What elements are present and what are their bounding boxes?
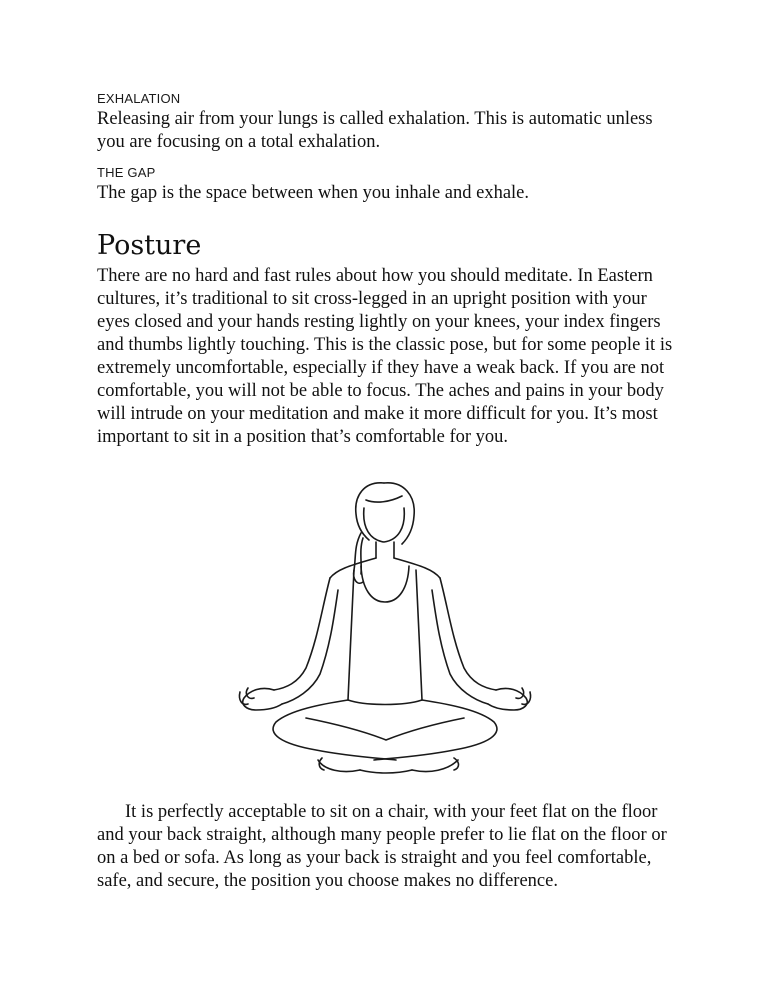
- gap-section: [97, 164, 677, 205]
- closing-paragraph: It is perfectly acceptable to sit on a chair, with your feet flat on the floor and your back straight, although many people prefer to lie flat on the floor or on a bed or sofa. As long as your back is straight and you feel comfortable, safe, and secure, the position you choose makes no difference.: [97, 802, 667, 891]
- exhalation-definition: Releasing air from your lungs is called exhalation. This is automatic unless you are focusing on a total exhalation.: [97, 109, 653, 152]
- section-heading: Posture: [97, 230, 202, 261]
- exhalation-label: EXHALATION: [97, 91, 181, 106]
- page-content: [97, 88, 677, 449]
- gap-label: THE GAP: [97, 165, 156, 180]
- meditating-woman-icon: [226, 478, 546, 783]
- posture-paragraph: There are no hard and fast rules about how you should meditate. In Eastern cultures, it’s traditional to sit cross-legged in an upright position with your eyes closed and your hands resting lightly on your knees, your index fingers and thumbs lightly touching. This is the classic pose, but for some people it is extremely uncomfortable, especially if they have a weak back. If you are not comfortable, you will not be able to focus. The aches and pains in your body will intrude on your meditation and make it more difficult for you. It’s most important to sit in a position that’s comfortable for you.: [97, 266, 673, 447]
- meditation-illustration: [226, 478, 546, 783]
- exhalation-section: [97, 90, 677, 154]
- gap-definition: The gap is the space between when you inhale and exhale.: [97, 183, 530, 203]
